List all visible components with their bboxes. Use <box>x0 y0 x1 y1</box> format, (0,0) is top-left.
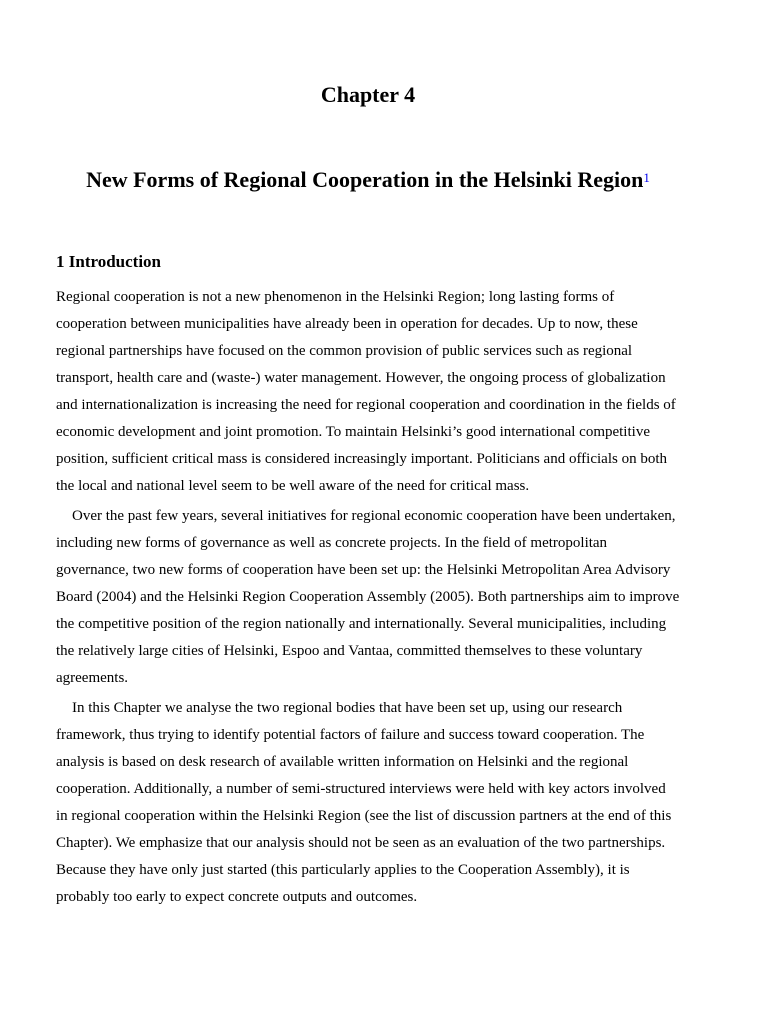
paragraph: Over the past few years, several initiatives for regional economic cooperation have been undertaken, including new forms of governance as well as concrete projects. In the field of metropolitan governance, two new forms of cooperation have been set up: the Helsinki Metropolitan Area Advisory Board (2004) and the Helsinki Region Cooperation Assembly (2005). Both partnerships aim to improve the competitive position of the region nationally and internationally. Several municipalities, including the relatively large cities of Helsinki, Espoo and Vantaa, committed themselves to these voluntary agreements. <box>56 508 680 686</box>
footnote-ref <box>643 170 650 185</box>
chapter-label: Chapter 4 <box>320 82 416 107</box>
section-heading: 1 Introduction <box>56 252 162 271</box>
chapter-title-text: New Forms of Regional Cooperation in the Helsinki Region <box>86 167 644 192</box>
paragraph: Regional cooperation is not a new phenomenon in the Helsinki Region; long lasting forms of cooperation between municipalities have already been in operation for decades. Up to now, these regional partnerships have focused on the common provision of public services such as regional transport, health care and (waste-) water management. However, the ongoing process of globalization and internationalization is increasing the need for regional cooperation and coordination in the fields of economic development and joint promotion. To maintain Helsinki’s good international competitive position, sufficient critical mass is considered increasingly important. Politicians and officials on both the local and national level seem to be well aware of the need for critical mass. <box>56 289 676 494</box>
paragraph: In this Chapter we analyse the two regional bodies that have been set up, using our research framework, thus trying to identify potential factors of failure and success toward cooperation. The analysis is based on desk research of available written information on Helsinki and the regional cooperation. Additionally, a number of semi-structured interviews were held with key actors involved in regional cooperation within the Helsinki Region (see the list of discussion partners at the end of this Chapter). We emphasize that our analysis should not be seen as an evaluation of the two partnerships. Because they have only just started (this particularly applies to the Cooperation Assembly), it is probably too early to expect concrete outputs and outcomes. <box>56 700 672 905</box>
chapter-title <box>0 166 736 194</box>
body-text <box>56 284 680 914</box>
footnote-link[interactable]: 1 <box>643 170 650 185</box>
